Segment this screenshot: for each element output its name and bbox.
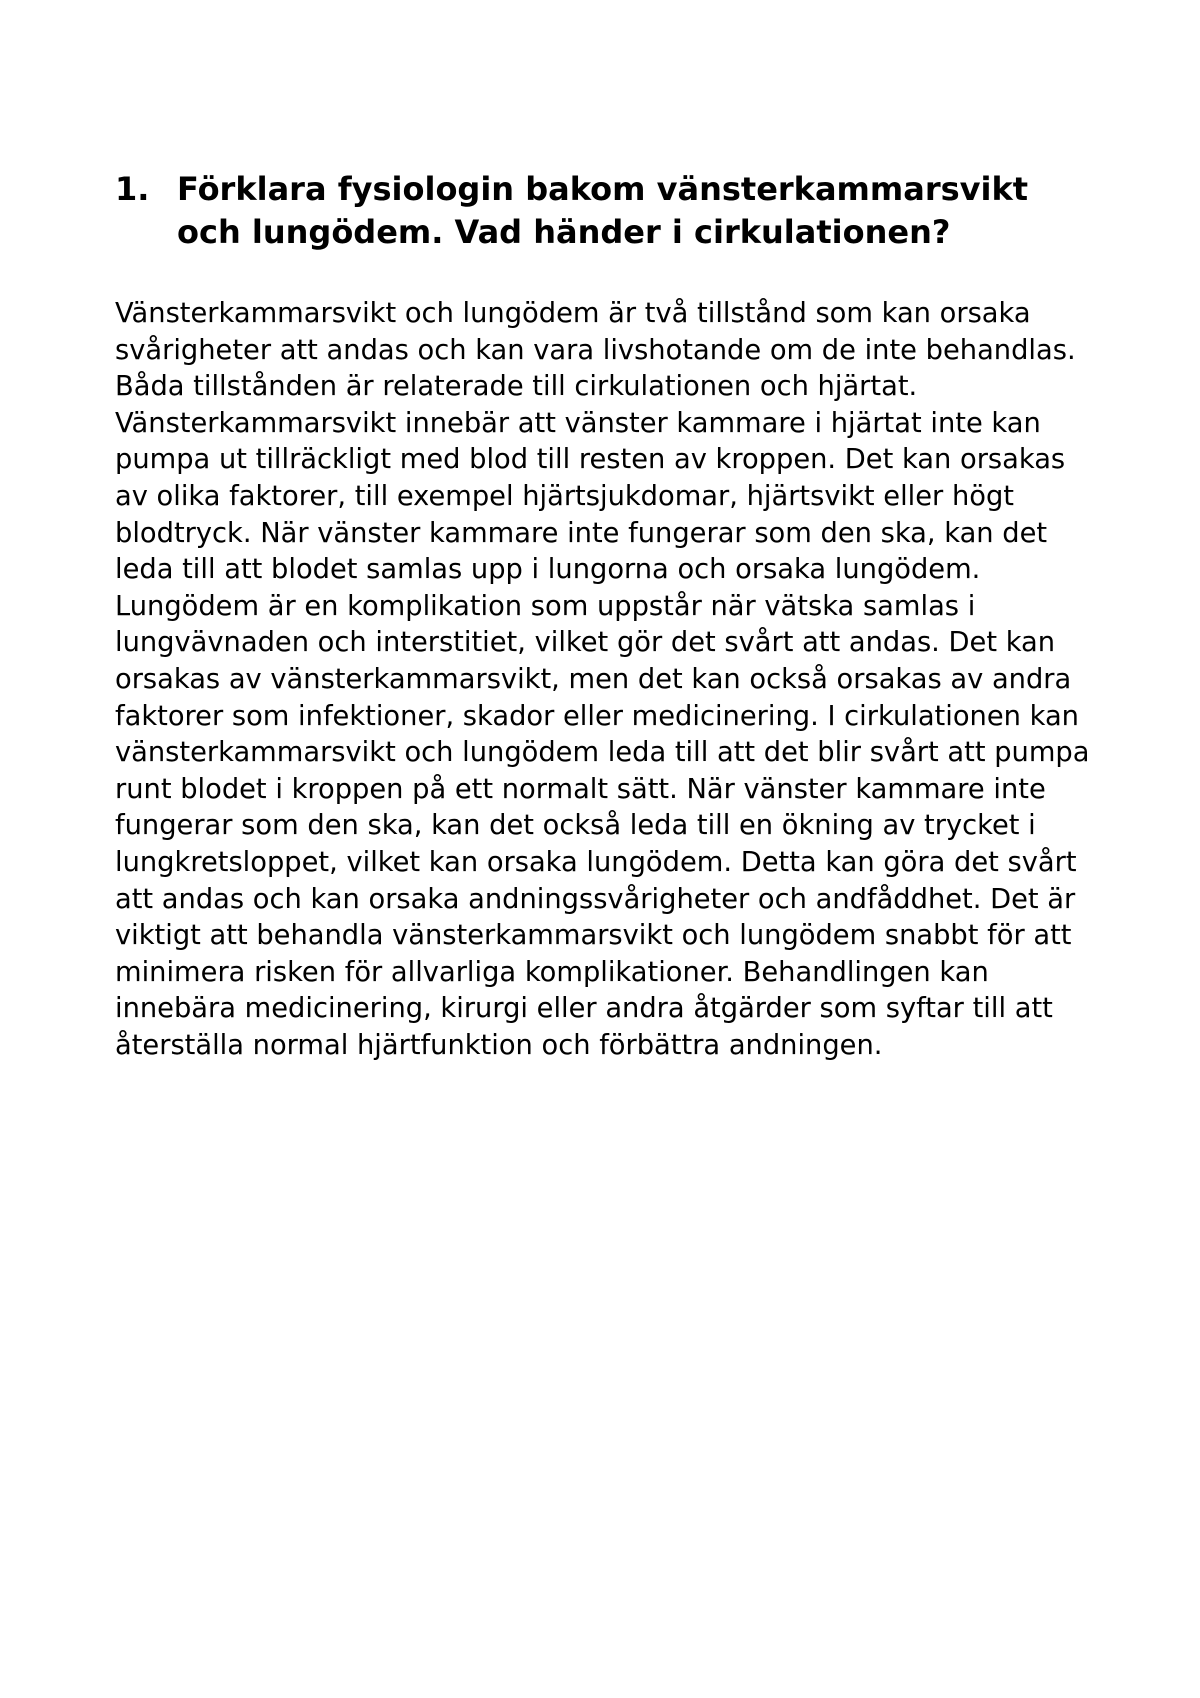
question-title: Förklara fysiologin bakom vänsterkammarsvikt och lungödem. Vad händer i cirkulationen? [177,170,1029,251]
question-heading [115,168,1075,254]
question-number: 1. [115,170,150,208]
answer-paragraph: Vänsterkammarsvikt och lungödem är två tillstånd som kan orsaka svårigheter att andas och kan vara livshotande om de inte behandlas. Båda tillstånden är relaterade till cirkulationen och hjärtat. Vänsterkammarsvikt innebär att vänster kammare i hjärtat inte kan pumpa ut tillräckligt med blod till resten av kroppen. Det kan orsakas av olika faktorer, till exempel hjärtsjukdomar, hjärtsvikt eller högt blodtryck. När vänster kammare inte fungerar som den ska, kan det leda till att blodet samlas upp i lungorna och orsaka lungödem. Lungödem är en komplikation som uppstår när vätska samlas i lungvävnaden och interstitiet, vilket gör det svårt att andas. Det kan orsakas av vänsterkammarsvikt, men det kan också orsakas av andra faktorer som infektioner, skador eller medicinering. I cirkulationen kan vänsterkammarsvikt och lungödem leda till att det blir svårt att pumpa runt blodet i kroppen på ett normalt sätt. När vänster kammare inte fungerar som den ska, kan det också leda till en ökning av trycket i lungkretsloppet, vilket kan orsaka lungödem. Detta kan göra det svårt att andas och kan orsaka andningssvårigheter och andfåddhet. Det är viktigt att behandla vänsterkammarsvikt och lungödem snabbt för att minimera risken för allvarliga komplikationer. Behandlingen kan innebära medicinering, kirurgi eller andra åtgärder som syftar till att återställa normal hjärtfunktion och förbättra andningen. [115,298,1090,1061]
